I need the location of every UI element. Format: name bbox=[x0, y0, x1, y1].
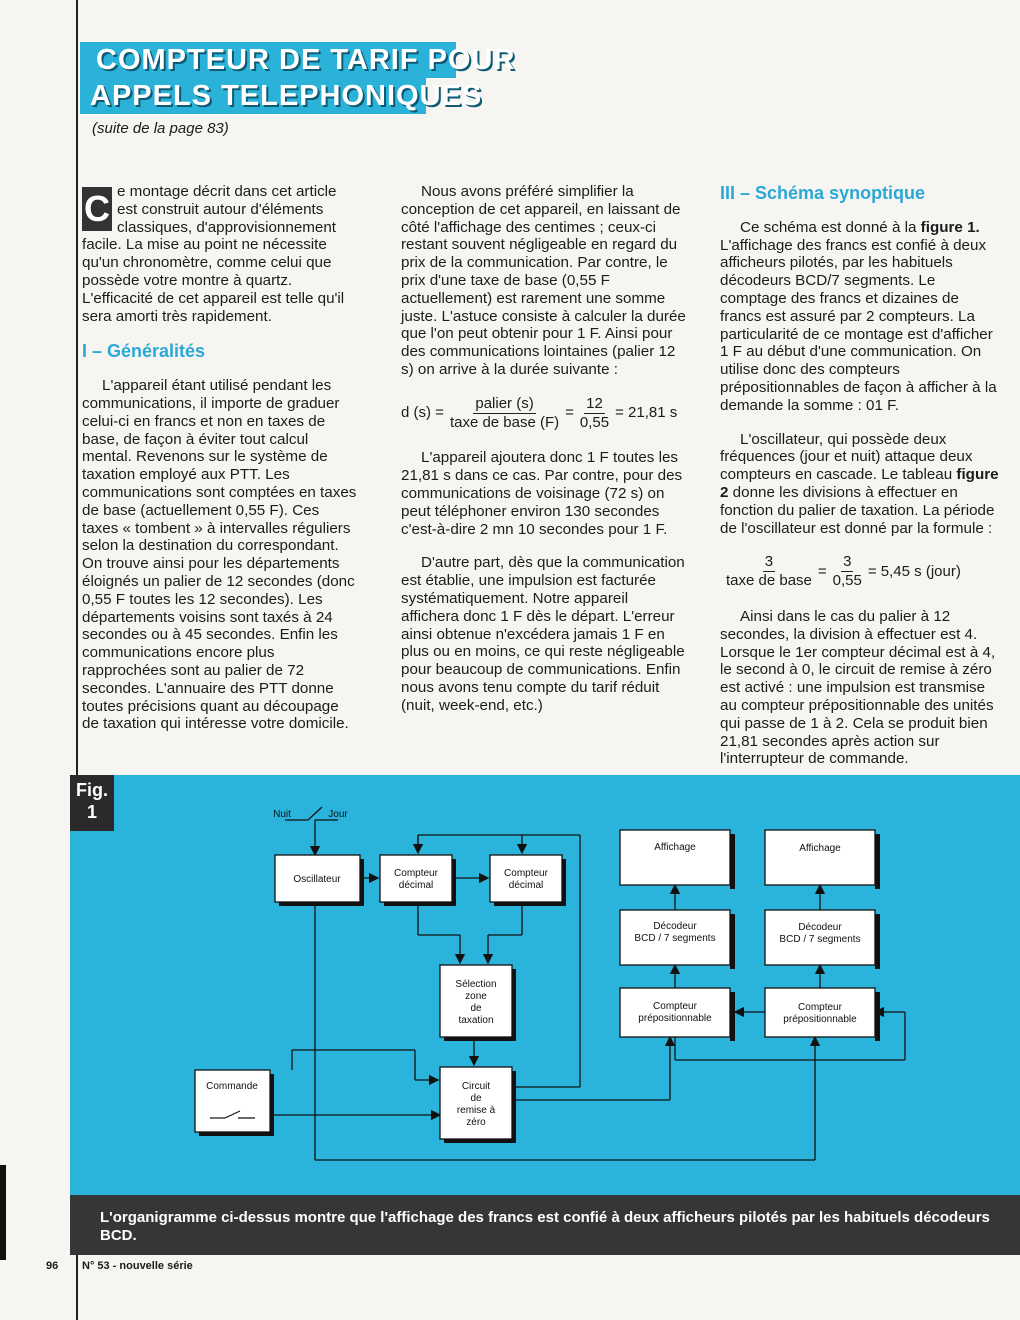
block-affichage-2 bbox=[765, 830, 875, 885]
svg-text:Affichage: Affichage bbox=[799, 843, 841, 854]
svg-text:zone: zone bbox=[465, 991, 487, 1002]
paragraph: D'autre part, dès que la communication est établie, une impulsion est facturée systématiquement. Notre appareil affichera donc 1 F dès le départ. L'erreur ainsi obtenue n'excédera jamais 1 F en plus ou en moins, ce qui reste négligeable pour beaucoup de communications. Enfin nous avons tenu compte du tarif réduit (nuit, week-end, etc.) bbox=[401, 554, 685, 714]
svg-text:prépositionnable: prépositionnable bbox=[638, 1013, 712, 1024]
title-line-1: COMPTEUR DE TARIF POUR bbox=[80, 42, 456, 78]
svg-text:Compteur: Compteur bbox=[394, 868, 438, 879]
paragraph: Nous avons préféré simplifier la conception de cet appareil, en laissant de côté l'affichage des centimes ; ceux-ci restant souvent négligeable en regard du prix de la communication. Par contre, le prix d'une taxe de base (0,55 F actuellement) est rarement une somme juste. L'astuce consiste à calculer la durée que l'on peut obtenir pour 1 F. Ainsi pour des communications lointaines (palier 12 s) on arrive à la durée suivante : bbox=[401, 183, 686, 378]
column-2 bbox=[401, 183, 687, 731]
label-jour: Jour bbox=[328, 809, 348, 820]
svg-text:de: de bbox=[470, 1003, 482, 1014]
column-3 bbox=[720, 165, 1004, 784]
svg-text:Affichage: Affichage bbox=[654, 842, 696, 853]
section-heading-schema: III – Schéma synoptique bbox=[720, 183, 926, 203]
block-diagram bbox=[70, 775, 1020, 1195]
label-nuit: Nuit bbox=[273, 809, 291, 820]
formula-periode: $\frac{3}{\text{taxe de base}}$ = $\frac{3}{0,55}$ = 5,45 s (jour) bbox=[726, 553, 961, 590]
drop-cap: C bbox=[84, 188, 110, 229]
svg-text:décimal: décimal bbox=[508, 880, 544, 891]
column-1 bbox=[82, 183, 358, 749]
text-oscillateur: Oscillateur bbox=[293, 874, 341, 885]
page-number: 96 bbox=[46, 1260, 59, 1272]
svg-text:Compteur: Compteur bbox=[504, 868, 548, 879]
intro-paragraph: C e montage décrit dans cet article est construit autour d'éléments classiques, d'approvisionnement facile. La mise au point ne nécessite qu'un chronomètre, comme celui que possède votre montre à quartz. L'efficacité de cet appareil est telle qu'il sera amorti très rapidement. bbox=[82, 183, 345, 325]
paragraph: Ce schéma est donné à la figure 1. L'affichage des francs est confié à deux afficheurs pilotés, par les habituels décodeurs BCD/7 segments. Le comptage des francs et dizaines de francs est assuré par 2 compteurs. La particularité de ce montage est d'afficher 1 F au début d'une communication. On utilise donc des compteurs prépositionnables de façon à afficher à la demande la somme : 01 F. bbox=[720, 218, 997, 414]
formula-duree: d (s) = $\frac{\text{palier (s)}}{\text{taxe de base (F)}}$ = $\frac{12}{0,55}$ = 21,81 s bbox=[401, 394, 678, 431]
svg-text:décimal: décimal bbox=[398, 880, 434, 891]
suite-note: (suite de la page 83) bbox=[92, 120, 229, 137]
svg-text:prépositionnable: prépositionnable bbox=[783, 1014, 857, 1025]
block-commande bbox=[195, 1070, 270, 1132]
paragraph: L'oscillateur, qui possède deux fréquences (jour et nuit) attaque deux compteurs en cascade. Le tableau figure 2 donne les divisions à effectuer en fonction du palier de taxation. La période de l'oscillateur est donné par la formule : bbox=[720, 430, 999, 537]
svg-text:Compteur: Compteur bbox=[653, 1001, 697, 1012]
svg-text:zéro: zéro bbox=[466, 1117, 486, 1128]
block-affichage-1 bbox=[620, 830, 730, 885]
svg-text:Sélection: Sélection bbox=[455, 979, 497, 990]
svg-text:Décodeur: Décodeur bbox=[653, 921, 697, 932]
paragraph: Ainsi dans le cas du palier à 12 secondes, la division à effectuer est 4. Lorsque le 1er compteur décimal est à 4, le second à 0, le circuit de remise à zéro est activé : une impulsion est transmise au compteur prépositionnable des unités qui passe de 1 à 2. Cela se produit bien 21,81 secondes après action sur l'interrupteur de commande. bbox=[720, 607, 996, 768]
svg-text:Compteur: Compteur bbox=[798, 1002, 842, 1013]
title-line-2: APPELS TELEPHONIQUES bbox=[80, 78, 426, 114]
svg-text:Circuit: Circuit bbox=[461, 1081, 491, 1092]
svg-text:BCD / 7 segments: BCD / 7 segments bbox=[779, 934, 861, 945]
svg-text:taxation: taxation bbox=[458, 1015, 494, 1026]
svg-text:de: de bbox=[470, 1093, 482, 1104]
edge-mark bbox=[0, 1165, 6, 1260]
section-heading-generalites: I – Généralités bbox=[82, 341, 206, 362]
issue-label: N° 53 - nouvelle série bbox=[82, 1260, 193, 1272]
svg-text:remise à: remise à bbox=[456, 1105, 496, 1116]
svg-text:BCD / 7 segments: BCD / 7 segments bbox=[634, 933, 716, 944]
figure-label: Fig. 1 bbox=[70, 775, 114, 831]
text-commande: Commande bbox=[206, 1081, 258, 1092]
paragraph: L'appareil étant utilisé pendant les communications, il importe de graduer celui-ci en francs et non en taxes de base, de façon à éviter tout calcul mental. Revenons sur le système de taxation employé aux PTT. Les communications sont comptées en taxes de base (actuellement 0,55 F). Ces taxes « tombent » à intervalles réguliers selon la destination du correspondant. On trouve ainsi pour les départements éloignés un palier de 12 secondes (donc 0,55 F toutes les 12 secondes). Les départements voisins sont taxés à 24 secondes ou à 45 secondes. Enfin les communications encore plus rapprochées sont au palier de 72 secondes. L'annuaire des PTT donne toutes précisions quant au découpage de taxation qui intéresse votre domicile. bbox=[82, 377, 357, 733]
paragraph: L'appareil ajoutera donc 1 F toutes les 21,81 s dans ce cas. Par contre, pour des communications de voisinage (72 s) on peut téléphoner environ 130 secondes c'est-à-dire 2 mn 10 secondes pour 1 F. bbox=[401, 449, 683, 538]
svg-text:Décodeur: Décodeur bbox=[798, 922, 842, 933]
figure-caption: L'organigramme ci-dessus montre que l'affichage des francs est confié à deux afficheurs pilotés par les habituels décodeurs BCD. bbox=[70, 1195, 1020, 1255]
